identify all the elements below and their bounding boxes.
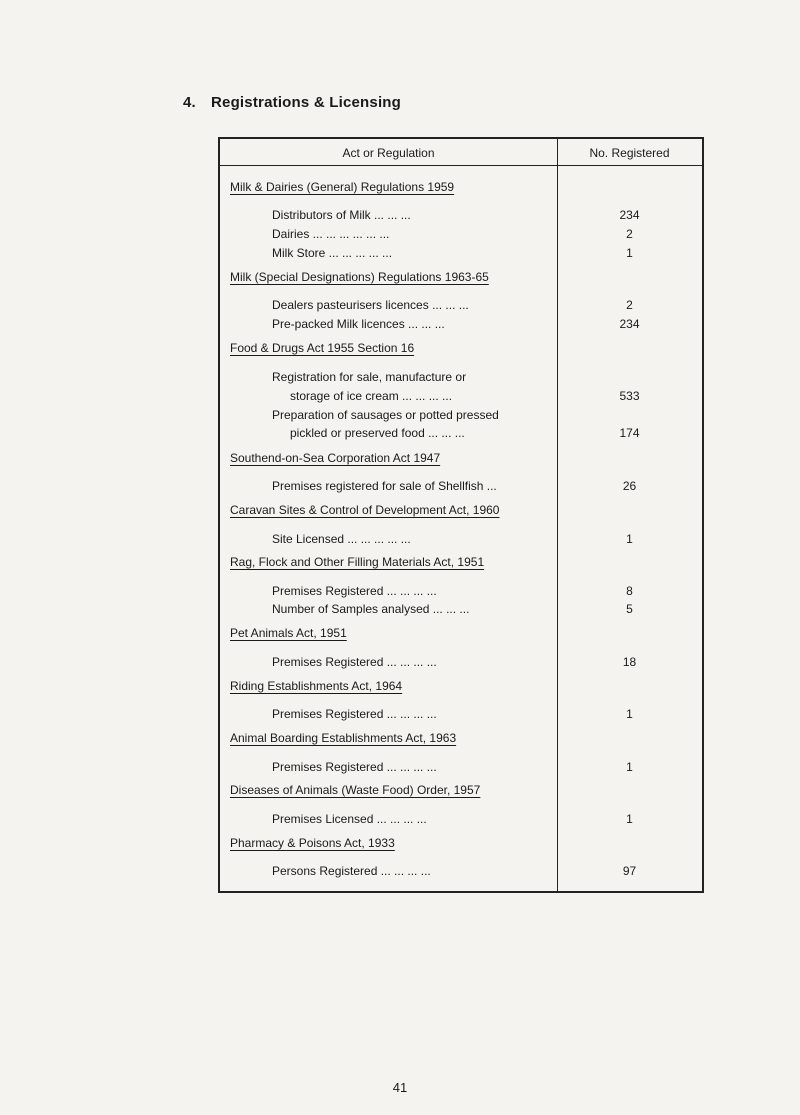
row-value: 97 [622,864,637,878]
row-label: storage of ice cream ... ... ... ... [290,389,453,403]
row-label: Premises Registered ... ... ... ... [272,707,437,721]
table-row [220,655,702,671]
section-title: Caravan Sites & Control of Development Act, 1960 [230,503,500,517]
table-row [220,426,702,442]
table-row [220,584,702,600]
row-value: 2 [626,227,633,241]
row-label: Dairies ... ... ... ... ... ... [272,227,390,241]
table-row [220,707,702,723]
row-label: Distributors of Milk ... ... ... [272,208,411,222]
row-value: 26 [622,479,637,493]
row-value: 234 [619,317,640,331]
section-title: Food & Drugs Act 1955 Section 16 [230,341,415,355]
row-value: 234 [619,208,640,222]
table-row [220,298,702,314]
row-value: 5 [626,602,633,616]
row-value: 1 [626,812,633,826]
table-row [220,532,702,548]
table-row [220,208,702,224]
section-number: 4. [183,94,196,111]
header-no-registered: No. Registered [589,146,670,160]
row-label: Premises Registered ... ... ... ... [272,760,437,774]
row-label: Pre-packed Milk licences ... ... ... [272,317,445,331]
table-row [220,812,702,828]
row-value: 8 [626,584,633,598]
row-label: Number of Samples analysed ... ... ... [272,602,470,616]
header-act-or-regulation: Act or Regulation [342,146,435,160]
section-title: Pharmacy & Poisons Act, 1933 [230,836,395,850]
row-label: Persons Registered ... ... ... ... [272,864,431,878]
section-title: Milk & Dairies (General) Regulations 1959 [230,180,455,194]
row-label: Dealers pasteurisers licences ... ... ... [272,298,469,312]
section-heading [183,94,401,111]
row-label: Milk Store ... ... ... ... ... [272,246,393,260]
section-title: Milk (Special Designations) Regulations 1963-65 [230,270,489,284]
table-header [220,139,702,166]
table-row [220,760,702,776]
row-label: pickled or preserved food ... ... ... [290,426,465,440]
row-label: Premises Registered ... ... ... ... [272,584,437,598]
row-value: 1 [626,707,633,721]
row-value: 1 [626,246,633,260]
row-value: 533 [619,389,640,403]
table-row [220,370,702,386]
row-label: Preparation of sausages or potted pressed [272,408,499,422]
row-label: Site Licensed ... ... ... ... ... [272,532,411,546]
registrations-table [218,137,704,893]
table-row [220,864,702,880]
table-row [220,389,702,405]
table-row [220,602,702,618]
row-value: 1 [626,532,633,546]
section-title: Animal Boarding Establishments Act, 1963 [230,731,457,745]
section-title: Diseases of Animals (Waste Food) Order, 1957 [230,783,481,797]
section-title: Pet Animals Act, 1951 [230,626,347,640]
table-row [220,227,702,243]
row-value: 2 [626,298,633,312]
row-value: 1 [626,760,633,774]
table-row [220,408,702,424]
row-label: Premises registered for sale of Shellfish ... [272,479,497,493]
row-value: 174 [619,426,640,440]
section-title: Riding Establishments Act, 1964 [230,679,403,693]
row-label: Registration for sale, manufacture or [272,370,467,384]
table-row [220,317,702,333]
table-row [220,479,702,495]
row-value: 18 [622,655,637,669]
section-title: Registrations & Licensing [211,94,402,111]
row-label: Premises Licensed ... ... ... ... [272,812,427,826]
section-title: Rag, Flock and Other Filling Materials Act, 1951 [230,555,485,569]
page-number: 41 [392,1080,408,1095]
section-title: Southend-on-Sea Corporation Act 1947 [230,451,441,465]
table-row [220,246,702,262]
row-label: Premises Registered ... ... ... ... [272,655,437,669]
